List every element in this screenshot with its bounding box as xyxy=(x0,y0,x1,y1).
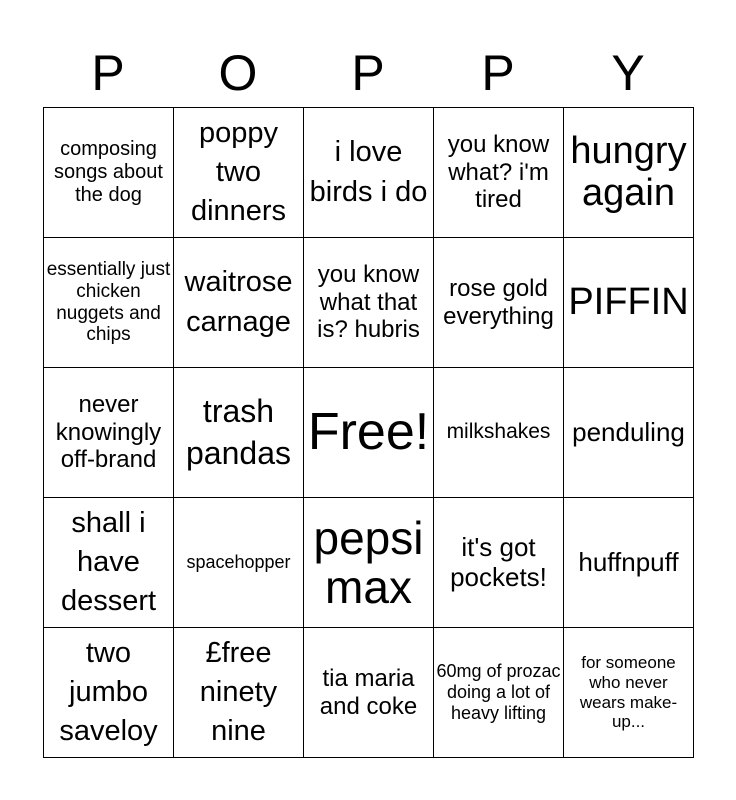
cell-label: two jumbo saveloy xyxy=(59,636,158,748)
cell-label: penduling xyxy=(572,416,685,447)
cell-label: for someone who never wears make-up... xyxy=(579,653,678,732)
bingo-cell-r5-c3[interactable] xyxy=(304,628,434,758)
bingo-cell-r1-c5[interactable] xyxy=(564,108,694,238)
cell-label: you know what that is? hubris xyxy=(317,261,420,344)
bingo-cell-r2-c5[interactable] xyxy=(564,238,694,368)
bingo-cell-r4-c2[interactable] xyxy=(174,498,304,628)
cell-label: huffnpuff xyxy=(578,546,679,577)
cell-label: PIFFIN xyxy=(568,280,689,323)
bingo-cell-r1-c2[interactable] xyxy=(174,108,304,238)
cell-label: 60mg of prozac doing a lot of heavy lifting xyxy=(436,661,561,723)
cell-label: hungry again xyxy=(570,129,687,214)
cell-label: it's got pockets! xyxy=(450,531,547,592)
cell-label: spacehopper xyxy=(186,552,291,573)
bingo-cell-r5-c2[interactable] xyxy=(174,628,304,758)
header-letter-p-1: P xyxy=(91,45,125,101)
bingo-cell-r4-c5[interactable] xyxy=(564,498,694,628)
header-letter-p-3: P xyxy=(481,45,515,101)
bingo-cell-r3-c1[interactable] xyxy=(44,368,174,498)
bingo-board xyxy=(43,107,694,758)
cell-label: never knowingly off-brand xyxy=(55,391,162,474)
bingo-cell-r2-c4[interactable] xyxy=(434,238,564,368)
cell-label: tia maria and coke xyxy=(319,664,418,720)
bingo-cell-r1-c4[interactable] xyxy=(434,108,564,238)
cell-label: pepsi max xyxy=(313,512,424,613)
bingo-cell-r4-c1[interactable] xyxy=(44,498,174,628)
bingo-cell-r4-c3[interactable] xyxy=(304,498,434,628)
header-letter-y: Y xyxy=(611,45,645,101)
bingo-cell-r5-c5[interactable] xyxy=(564,628,694,758)
bingo-cell-free[interactable] xyxy=(304,368,434,498)
bingo-cell-r1-c3[interactable] xyxy=(304,108,434,238)
bingo-cell-r3-c2[interactable] xyxy=(174,368,304,498)
bingo-cell-r2-c1[interactable] xyxy=(44,238,174,368)
cell-label: essentially just chicken nuggets and chips xyxy=(46,258,171,346)
bingo-cell-r5-c4[interactable] xyxy=(434,628,564,758)
cell-label: composing songs about the dog xyxy=(54,138,163,206)
header-letter-o: O xyxy=(218,45,258,101)
bingo-cell-r3-c4[interactable] xyxy=(434,368,564,498)
bingo-cell-r2-c3[interactable] xyxy=(304,238,434,368)
cell-label: milkshakes xyxy=(446,420,551,444)
cell-label: i love birds i do xyxy=(309,136,428,208)
cell-label: you know what? i'm tired xyxy=(447,131,550,214)
bingo-cell-r4-c4[interactable] xyxy=(434,498,564,628)
bingo-cell-r5-c1[interactable] xyxy=(44,628,174,758)
bingo-cell-r3-c5[interactable] xyxy=(564,368,694,498)
cell-label: poppy two dinners xyxy=(190,116,287,228)
cell-label: trash pandas xyxy=(186,392,291,471)
cell-label: £free ninety nine xyxy=(199,636,278,748)
bingo-cell-r1-c1[interactable] xyxy=(44,108,174,238)
cell-label: waitrose carnage xyxy=(184,266,293,338)
header-letter-p-2: P xyxy=(351,45,385,101)
cell-label: shall i have dessert xyxy=(60,506,157,618)
free-space-label: Free! xyxy=(307,403,430,462)
bingo-cell-r2-c2[interactable] xyxy=(174,238,304,368)
bingo-header xyxy=(43,42,693,104)
cell-label: rose gold everything xyxy=(443,274,554,330)
